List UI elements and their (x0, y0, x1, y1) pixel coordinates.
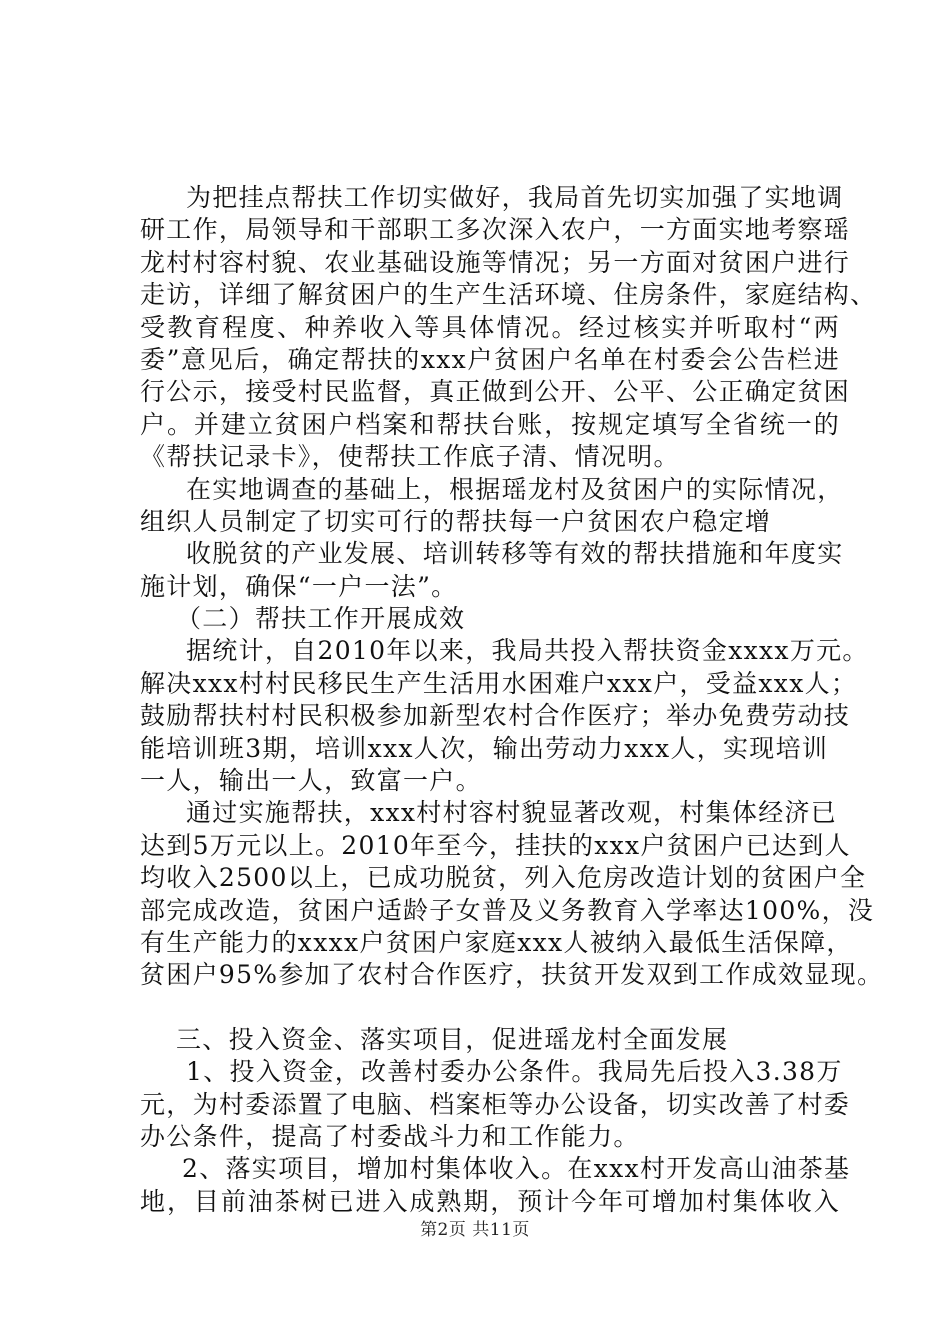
paragraph-line: 均收入2500以上，已成功脱贫，列入危房改造计划的贫困户全 (140, 863, 867, 893)
paragraph-line: 地，目前油茶树已进入成熟期，预计今年可增加村集体收入 (140, 1186, 840, 1216)
paragraph-line: 一人，输出一人，致富一户。 (140, 766, 482, 796)
paragraph-line: 达到5万元以上。2010年至今，挂扶的xxx户贫困户已达到人 (140, 830, 851, 860)
paragraph-line: 能培训班3期，培训xxx人次，输出劳动力xxx人，实现培训 (140, 733, 829, 763)
paragraph-line: 委”意见后，确定帮扶的xxx户贫困户名单在村委会公告栏进 (140, 344, 840, 374)
paragraph-line: 走访，详细了解贫困户的生产生活环境、住房条件，家庭结构、 (140, 280, 877, 310)
page-number: 第2页 共11页 (420, 1220, 530, 1240)
paragraph-line: 在实地调查的基础上，根据瑶龙村及贫困户的实际情况， (186, 474, 844, 504)
paragraph-line: 2、落实项目，增加村集体收入。在xxx村开发高山油茶基 (182, 1154, 851, 1184)
paragraph-line: 贫困户95%参加了农村合作医疗，扶贫开发双到工作成效显现。 (140, 960, 884, 990)
paragraph-line: 收脱贫的产业发展、培训转移等有效的帮扶措施和年度实 (186, 539, 844, 569)
paragraph-line: 受教育程度、种养收入等具体情况。经过核实并听取村“两 (140, 312, 840, 342)
paragraph-line: 龙村村容村貌、农业基础设施等情况；另一方面对贫困户进行 (140, 247, 851, 277)
paragraph-line: 施计划，确保“一户一法”。 (140, 571, 458, 601)
paragraph-line: 为把挂点帮扶工作切实做好，我局首先切实加强了实地调 (186, 183, 844, 212)
paragraph-line: 1、投入资金，改善村委办公条件。我局先后投入3.38万 (186, 1057, 843, 1087)
paragraph-line: 鼓励帮扶村村民积极参加新型农村合作医疗；举办免费劳动技 (140, 701, 851, 731)
paragraph-line: 有生产能力的xxxx户贫困户家庭xxx人被纳入最低生活保障， (140, 927, 853, 957)
paragraph-line: 户。并建立贫困户档案和帮扶台账，按规定填写全省统一的 (140, 409, 840, 439)
paragraph-gap (140, 992, 840, 1024)
paragraph-line: 通过实施帮扶，xxx村村容村貌显著改观，村集体经济已 (186, 798, 838, 828)
paragraph-line: 办公条件，提高了村委战斗力和工作能力。 (140, 1121, 640, 1151)
paragraph-line: 行公示，接受村民监督，真正做到公开、公平、公正确定贫困 (140, 377, 851, 407)
section-heading: 三、投入资金、落实项目，促进瑶龙村全面发展 (176, 1024, 729, 1054)
paragraph-line: 元，为村委添置了电脑、档案柜等办公设备，切实改善了村委 (140, 1089, 851, 1119)
paragraph-line: 组织人员制定了切实可行的帮扶每一户贫困农户稳定增 (140, 506, 772, 536)
paragraph-line: 据统计，自2010年以来，我局共投入帮扶资金xxxx万元。 (186, 636, 869, 666)
section-heading: （二）帮扶工作开展成效 (176, 604, 466, 634)
paragraph-line: 解决xxx村村民移民生产生活用水困难户xxx户，受益xxx人； (140, 668, 858, 698)
paragraph-line: 研工作，局领导和干部职工多次深入农户，一方面实地考察瑶 (140, 215, 851, 245)
paragraph-line: 《帮扶记录卡》，使帮扶工作底子清、情况明。 (140, 442, 680, 472)
paragraph-line: 部完成改造，贫困户适龄子女普及义务教育入学率达100%，没 (140, 895, 875, 925)
document-body (140, 182, 884, 1218)
